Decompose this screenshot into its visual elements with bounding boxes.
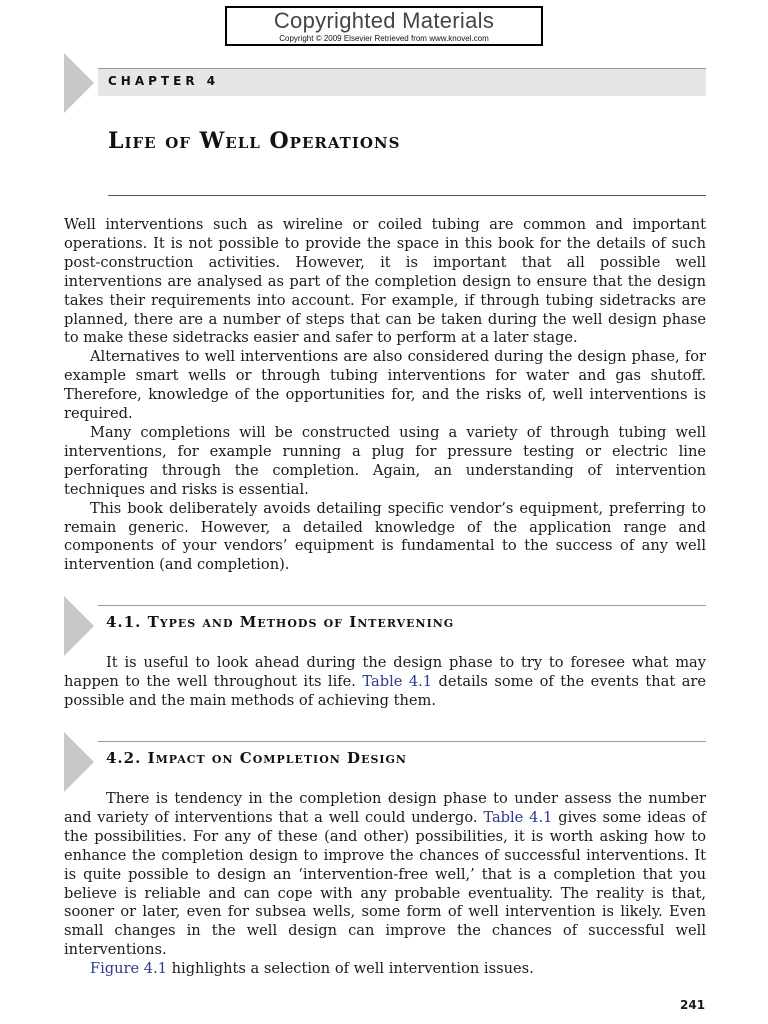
chapter-label: CHAPTER 4 [108,74,220,88]
section-2-text [64,790,706,979]
section-2-paragraph-2 [64,960,706,979]
stamp-title: Copyrighted Materials [273,8,495,33]
chapter-arrow-icon [64,53,94,113]
section-1-text-after: details some of the events that are possible and the main methods of achieving them. [64,672,707,709]
intro-paragraph-2: Alternatives to well interventions are also considered during the design phase, for example smart wells or through tubing interventions for water and gas shutoff. Therefore, knowledge of the opportunities for, and the risks of, well interventions is required. [64,348,706,423]
section-2-title: Impact on Completion Design [147,749,407,767]
section-1-text-before: It is useful to look ahead during the design phase to try to foresee what may happen to the well throughout its life. [64,654,706,690]
section-1-heading [106,613,454,631]
section-2-heading [106,749,407,767]
page-number: 241 [680,998,706,1012]
table-4-1-link[interactable]: Table 4.1 [362,672,433,690]
section-2-text-before: There is tendency in the completion design phase to under assess the number and variety of interventions that a well could undergo. [64,790,706,826]
copyright-stamp [225,6,543,46]
intro-paragraph-4: This book deliberately avoids detailing specific vendor’s equipment, preferring to remain generic. However, a detailed knowledge of the application range and components of your vendors’ equipment is fundamental to the success of any well intervention (and completion). [64,499,706,574]
section-arrow-icon [64,732,94,792]
section-1-number: 4.1. [106,613,142,631]
section-arrow-icon [64,596,94,656]
section-1-text [64,654,706,711]
title-divider [108,195,706,196]
intro-text [64,216,706,575]
section-2-paragraph-1 [64,790,706,960]
section-2-rule [98,741,706,742]
section-2-p2-after: highlights a selection of well intervention issues. [167,960,534,978]
figure-4-1-link[interactable]: Figure 4.1 [90,960,167,978]
stamp-subtitle: Copyright © 2009 Elsevier Retrieved from www.knovel.com [279,34,489,43]
section-1-rule [98,605,706,606]
section-1-paragraph-1 [64,654,706,711]
table-4-1-link[interactable]: Table 4.1 [483,808,553,826]
intro-paragraph-3: Many completions will be constructed using a variety of through tubing well interventions, for example running a plug for pressure testing or electric line perforating through the completion. Again, an understanding of intervention techniques and risks is essential. [64,423,706,498]
chapter-title: Life of Well Operations [108,128,401,154]
intro-paragraph-1: Well interventions such as wireline or coiled tubing are common and important operations. It is not possible to provide the space in this book for the details of such post-construction activities. However, it is important that all possible well interventions are analysed as part of the completion design to ensure that the design takes their requirements into account. For example, if through tubing sidetracks are planned, there are a number of steps that can be taken during the well design phase to make these sidetracks easier and safer to perform at a later stage. [64,216,706,347]
section-1-title: Types and Methods of Intervening [147,613,455,631]
section-2-text-after: gives some ideas of the possibilities. For any of these (and other) possibilities, it is worth asking how to enhance the completion design to improve the chances of successful interventions. It is quite possible to design an ‘intervention-free well,’ that is a completion that you believe is reliable and can cope with any probable eventuality. The reality is that, sooner or later, even for subsea wells, some form of well intervention is likely. Even small changes in the well design can improve the chances of successful well interventions. [64,808,707,959]
section-2-number: 4.2. [106,749,142,767]
